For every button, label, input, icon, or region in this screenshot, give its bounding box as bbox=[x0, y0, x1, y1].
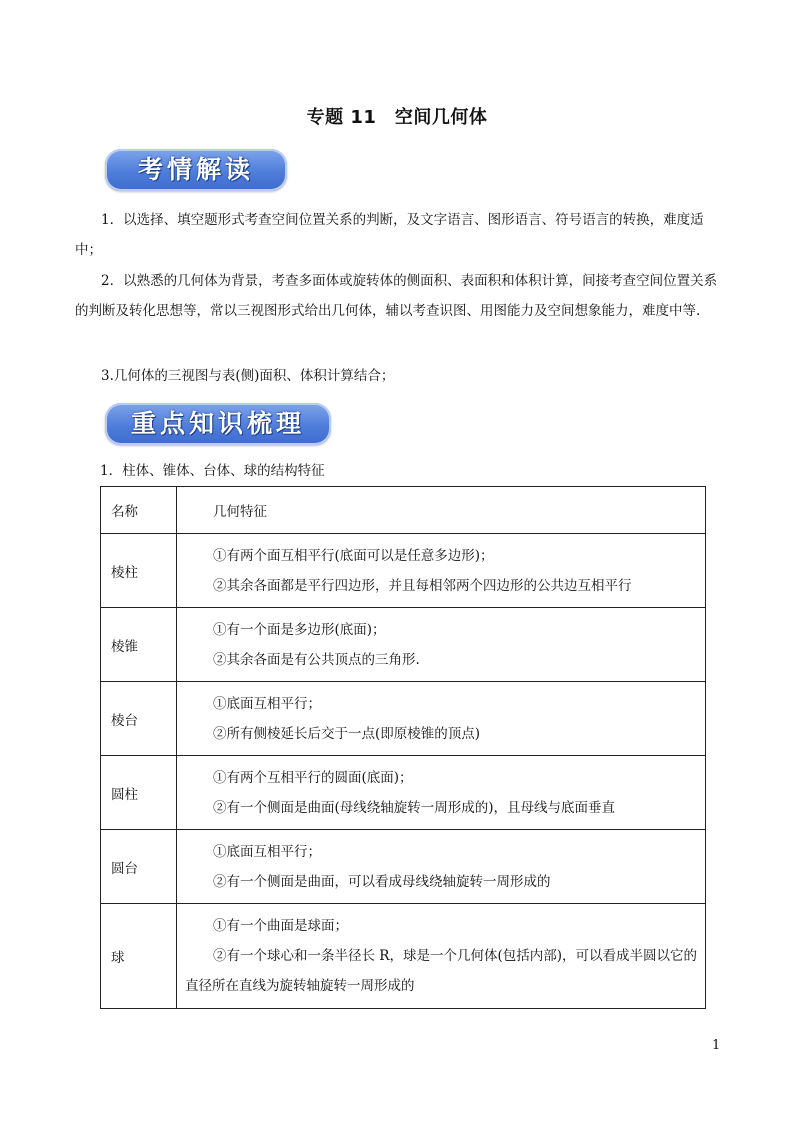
table-row bbox=[101, 682, 706, 756]
feature-line: ①底面互相平行； bbox=[213, 695, 321, 712]
section-banner-key-knowledge: 重点知识梳理 bbox=[105, 403, 331, 445]
header-name: 名称 bbox=[101, 487, 177, 534]
row-features bbox=[177, 682, 706, 756]
page-number: 1 bbox=[712, 1038, 721, 1053]
paragraph-1: 1．以选择、填空题形式考查空间位置关系的判断，及文字语言、图形语言、符号语言的转换，难度适中； bbox=[75, 212, 704, 258]
row-features bbox=[177, 830, 706, 904]
feature-line: ②所有侧棱延长后交于一点(即原棱锥的顶点) bbox=[213, 725, 481, 742]
table-row bbox=[101, 608, 706, 682]
row-name: 棱柱 bbox=[101, 534, 177, 608]
paragraph-2: 2．以熟悉的几何体为背景，考查多面体或旋转体的侧面积、表面积和体积计算，间接考查空间位置关系的判断及转化思想等，常以三视图形式给出几何体，辅以考查识图、用图能力及空间想象能力，难度中等. bbox=[75, 273, 718, 319]
feature-line: ①有一个面是多边形(底面)； bbox=[213, 621, 386, 638]
feature-line: ②其余各面都是平行四边形，并且每相邻两个四边形的公共边互相平行 bbox=[213, 577, 632, 594]
row-name: 球 bbox=[101, 904, 177, 1009]
feature-line: ①有两个互相平行的圆面(底面)； bbox=[213, 769, 413, 786]
row-name: 棱锥 bbox=[101, 608, 177, 682]
section-banner-exam-analysis: 考情解读 bbox=[105, 149, 287, 191]
row-name: 圆台 bbox=[101, 830, 177, 904]
row-features bbox=[177, 534, 706, 608]
table-header-row bbox=[101, 487, 706, 534]
table-row bbox=[101, 904, 706, 1009]
feature-line: ②其余各面是有公共顶点的三角形. bbox=[213, 651, 420, 668]
paragraph-3: 3.几何体的三视图与表(侧)面积、体积计算结合； bbox=[101, 368, 395, 384]
feature-line: ②有一个球心和一条半径长 R，球是一个几何体(包括内部)，可以看成半圆以它的 bbox=[213, 948, 697, 964]
structure-features-table bbox=[100, 486, 706, 1009]
page-title: 专题 11 空间几何体 bbox=[306, 107, 488, 128]
feature-line: ②有一个侧面是曲面(母线绕轴旋转一周形成的)，且母线与底面垂直 bbox=[213, 799, 616, 816]
header-features: 几何特征 bbox=[177, 487, 706, 534]
feature-line: 直径所在直线为旋转轴旋转一周形成的 bbox=[185, 978, 415, 994]
row-name: 圆柱 bbox=[101, 756, 177, 830]
table-row bbox=[101, 756, 706, 830]
row-name: 棱台 bbox=[101, 682, 177, 756]
row-features bbox=[177, 608, 706, 682]
feature-line: ①底面互相平行； bbox=[213, 843, 321, 860]
row-features bbox=[177, 756, 706, 830]
table-caption: 1．柱体、锥体、台体、球的结构特征 bbox=[100, 463, 325, 479]
feature-line: ①有两个面互相平行(底面可以是任意多边形)； bbox=[213, 547, 494, 564]
table-row bbox=[101, 830, 706, 904]
table-row bbox=[101, 534, 706, 608]
feature-line: ②有一个侧面是曲面，可以看成母线绕轴旋转一周形成的 bbox=[213, 873, 551, 890]
feature-line: ①有一个曲面是球面； bbox=[213, 918, 348, 934]
row-features bbox=[177, 904, 706, 1009]
